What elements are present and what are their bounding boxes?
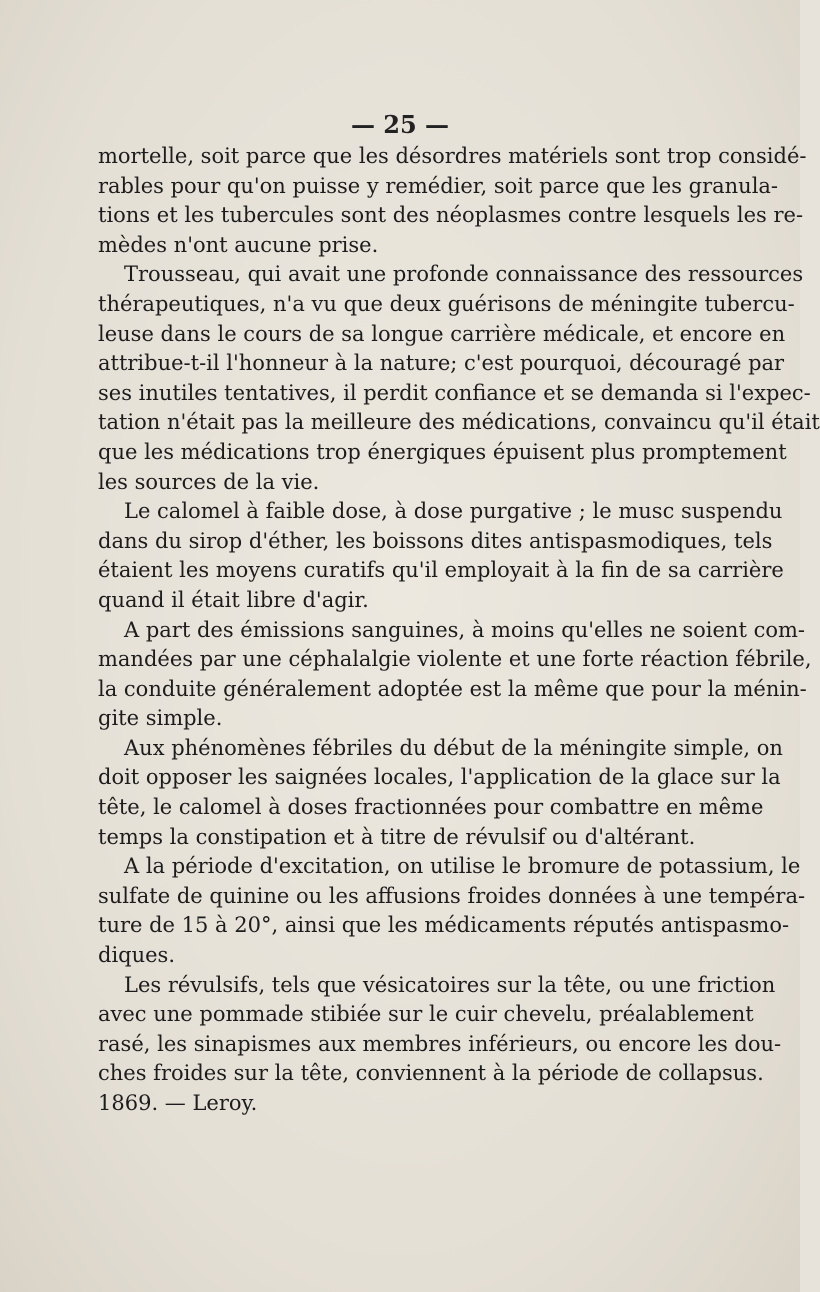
text-line: que les médications trop énergiques épuisent plus promptement xyxy=(98,439,787,464)
text-line: doit opposer les saignées locales, l'application de la glace sur la xyxy=(98,765,781,790)
text-line: gite simple. xyxy=(98,706,223,731)
text-line: sulfate de quinine ou les affusions froides données à une tempéra- xyxy=(98,883,806,908)
text-line: mèdes n'ont aucune prise. xyxy=(98,232,379,257)
page-number: — 25 — xyxy=(350,110,450,139)
text-line: ches froides sur la tête, conviennent à la période de collapsus. xyxy=(98,1061,764,1086)
text-line: la conduite généralement adoptée est la même que pour la ménin- xyxy=(98,676,807,701)
text-line: dans du sirop d'éther, les boissons dites antispasmodiques, tels xyxy=(98,528,773,553)
body-text xyxy=(98,142,820,1119)
text-line: tions et les tubercules sont des néoplasmes contre lesquels les re- xyxy=(98,203,804,228)
text-line: tête, le calomel à doses fractionnées pour combattre en même xyxy=(98,795,764,820)
footer-signature: 1869. — Leroy. xyxy=(98,1091,258,1115)
paragraph-start-line: A part des émissions sanguines, à moins qu'elles ne soient com- xyxy=(124,617,805,642)
paragraph-start-line: Aux phénomènes fébriles du début de la méningite simple, on xyxy=(124,735,783,760)
text-line: attribue-t-il l'honneur à la nature; c'est pourquoi, découragé par xyxy=(98,351,785,376)
text-line: ture de 15 à 20°, ainsi que les médicaments réputés antispasmo- xyxy=(98,913,790,938)
paragraph-start-line: A la période d'excitation, on utilise le bromure de potassium, le xyxy=(124,854,801,879)
text-line: quand il était libre d'agir. xyxy=(98,587,369,612)
text-line: avec une pommade stibiée sur le cuir chevelu, préalablement xyxy=(98,1002,754,1027)
text-line: tation n'était pas la meilleure des médications, convaincu qu'il était xyxy=(98,410,820,435)
paragraph-start-line: Les révulsifs, tels que vésicatoires sur la tête, ou une friction xyxy=(124,972,776,997)
paragraph-start-line: Trousseau, qui avait une profonde connaissance des ressources xyxy=(124,262,804,287)
text-line: étaient les moyens curatifs qu'il employait à la fin de sa carrière xyxy=(98,558,784,583)
text-line: mandées par une céphalalgie violente et une forte réaction fébrile, xyxy=(98,647,812,672)
text-line: ses inutiles tentatives, il perdit confiance et se demanda si l'expec- xyxy=(98,380,811,405)
text-line: rasé, les sinapismes aux membres inférieurs, ou encore les dou- xyxy=(98,1031,782,1056)
text-line: diques. xyxy=(98,943,176,968)
text-line: thérapeutiques, n'a vu que deux guérisons de méningite tubercu- xyxy=(98,291,795,316)
text-line: rables pour qu'on puisse y remédier, soit parce que les granula- xyxy=(98,173,779,198)
text-line: les sources de la vie. xyxy=(98,469,320,494)
text-line: mortelle, soit parce que les désordres matériels sont trop considé- xyxy=(98,144,807,168)
text-line: leuse dans le cours de sa longue carrière médicale, et encore en xyxy=(98,321,786,346)
paragraph-start-line: Le calomel à faible dose, à dose purgative ; le musc suspendu xyxy=(124,499,783,524)
text-line: temps la constipation et à titre de révulsif ou d'altérant. xyxy=(98,824,696,849)
